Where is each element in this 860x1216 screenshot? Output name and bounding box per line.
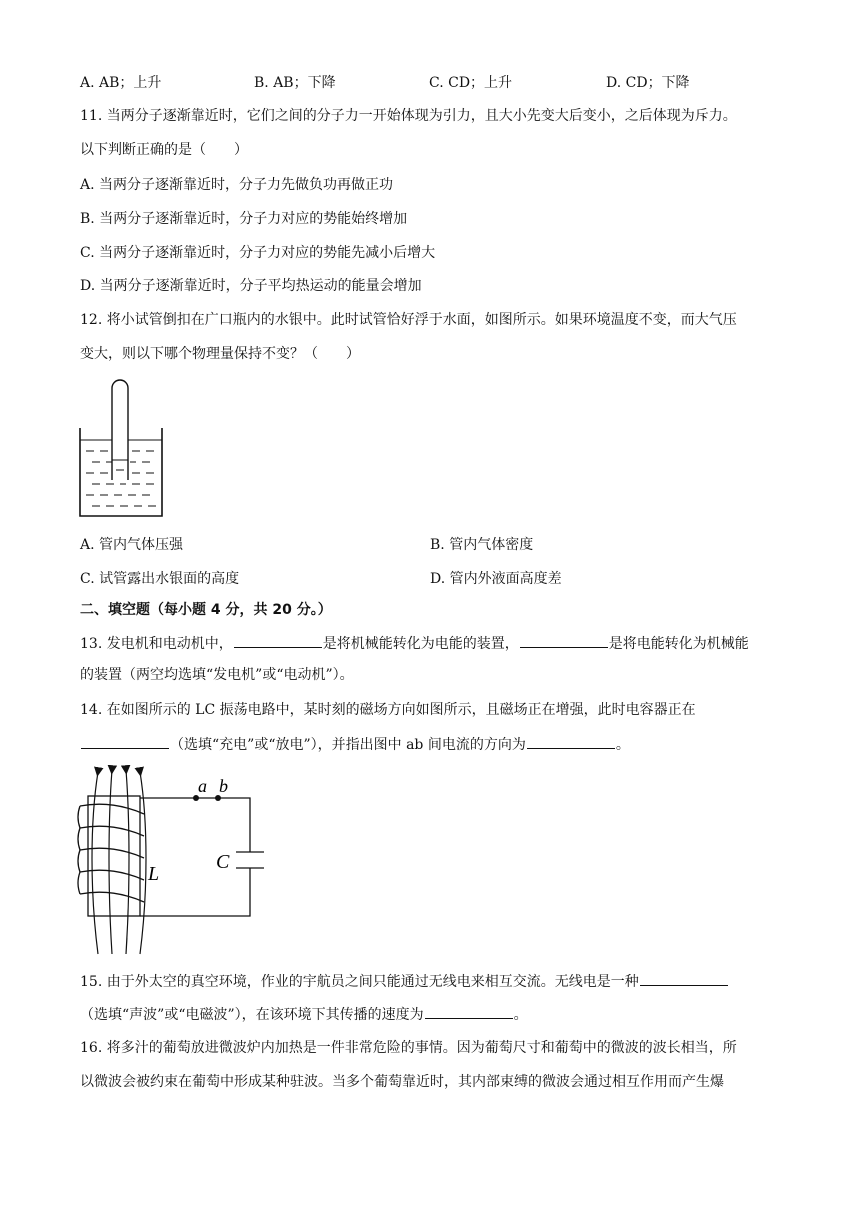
q15-text-c: 。 (513, 1007, 528, 1023)
q15-blank-1[interactable] (640, 971, 728, 986)
q13-blank-2[interactable] (520, 633, 608, 648)
q11-option-c: C. 当两分子逐渐靠近时，分子力对应的势能先减小后增大 (80, 245, 436, 261)
q13-blank-1[interactable] (234, 633, 322, 648)
section2-title: 二、填空题（每小题 4 分，共 20 分。） (80, 602, 332, 618)
q10-options (80, 73, 780, 93)
q14-line1: 14. 在如图所示的 LC 振荡电路中，某时刻的磁场方向如图所示，且磁场正在增强，此时电容器正在 (80, 702, 696, 718)
q14-text-b: 。 (615, 737, 630, 753)
q15-text-a: 15. 由于外太空的真空环境，作业的宇航员之间只能通过无线电来相互交流。无线电是一种 (80, 974, 639, 990)
q12-option-d: D. 管内外液面高度差 (430, 571, 562, 587)
q14-blank-1[interactable] (81, 734, 169, 749)
q14-text-a: （选填“充电”或“放电”），并指出图中 ab 间电流的方向为 (170, 737, 526, 753)
q12-stem-line2: 变大，则以下哪个物理量保持不变？（ ） (80, 346, 360, 362)
q16-line2: 以微波会被约束在葡萄中形成某种驻波。当多个葡萄靠近时，其内部束缚的微波会通过相互作用而产生爆 (80, 1074, 724, 1090)
q10-option-c: C. CD；上升 (429, 75, 513, 91)
q12-figure-tube-in-vessel (76, 376, 168, 520)
q12-option-c: C. 试管露出水银面的高度 (80, 571, 240, 587)
q12-option-a: A. 管内气体压强 (80, 537, 184, 553)
q11-stem-line2: 以下判断正确的是（ ） (80, 142, 248, 158)
q11-option-a: A. 当两分子逐渐靠近时，分子力先做负功再做正功 (80, 177, 394, 193)
q15-text-b: （选填“声波”或“电磁波”），在该环境下其传播的速度为 (80, 1007, 424, 1023)
q13-text-b: 是将机械能转化为电能的装置， (322, 636, 519, 652)
q11-option-d: D. 当两分子逐渐靠近时，分子平均热运动的能量会增加 (80, 278, 422, 294)
q13-line2: 的装置（两空均选填“发电机”或“电动机”）。 (80, 667, 354, 683)
q10-option-b: B. AB；下降 (254, 75, 336, 91)
q12-stem-line1: 12. 将小试管倒扣在广口瓶内的水银中。此时试管恰好浮于水面，如图所示。如果环境温度不变，而大气压 (80, 312, 737, 328)
q14-label-capacitor: C (216, 851, 230, 873)
q14-blank-2[interactable] (527, 734, 615, 749)
q15-blank-2[interactable] (425, 1004, 513, 1019)
q10-option-d: D. CD；下降 (606, 75, 690, 91)
q11-stem-line1: 11. 当两分子逐渐靠近时，它们之间的分子力一开始体现为引力，且大小先变大后变小，之后体现为斥力。 (80, 108, 737, 124)
q13-line1 (80, 633, 749, 654)
q14-label-inductor: L (148, 863, 160, 885)
q12-options-row1 (80, 535, 780, 555)
q13-text-c: 是将电能转化为机械能 (608, 636, 749, 652)
q11-option-b: B. 当两分子逐渐靠近时，分子力对应的势能始终增加 (80, 211, 408, 227)
q14-label-a: a (198, 776, 207, 796)
q16-line1: 16. 将多汁的葡萄放进微波炉内加热是一件非常危险的事情。因为葡萄尺寸和葡萄中的微波的波长相当，所 (80, 1040, 737, 1056)
q14-line2 (80, 734, 630, 755)
q15-line1 (80, 971, 729, 992)
q12-options-row2 (80, 569, 780, 589)
q12-option-b: B. 管内气体密度 (430, 537, 534, 553)
q10-option-a: A. AB；上升 (80, 75, 162, 91)
q15-line2 (80, 1004, 528, 1025)
q13-text-a: 13. 发电机和电动机中， (80, 636, 233, 652)
q14-figure-lc-circuit (72, 762, 272, 958)
q14-label-b: b (219, 776, 228, 796)
